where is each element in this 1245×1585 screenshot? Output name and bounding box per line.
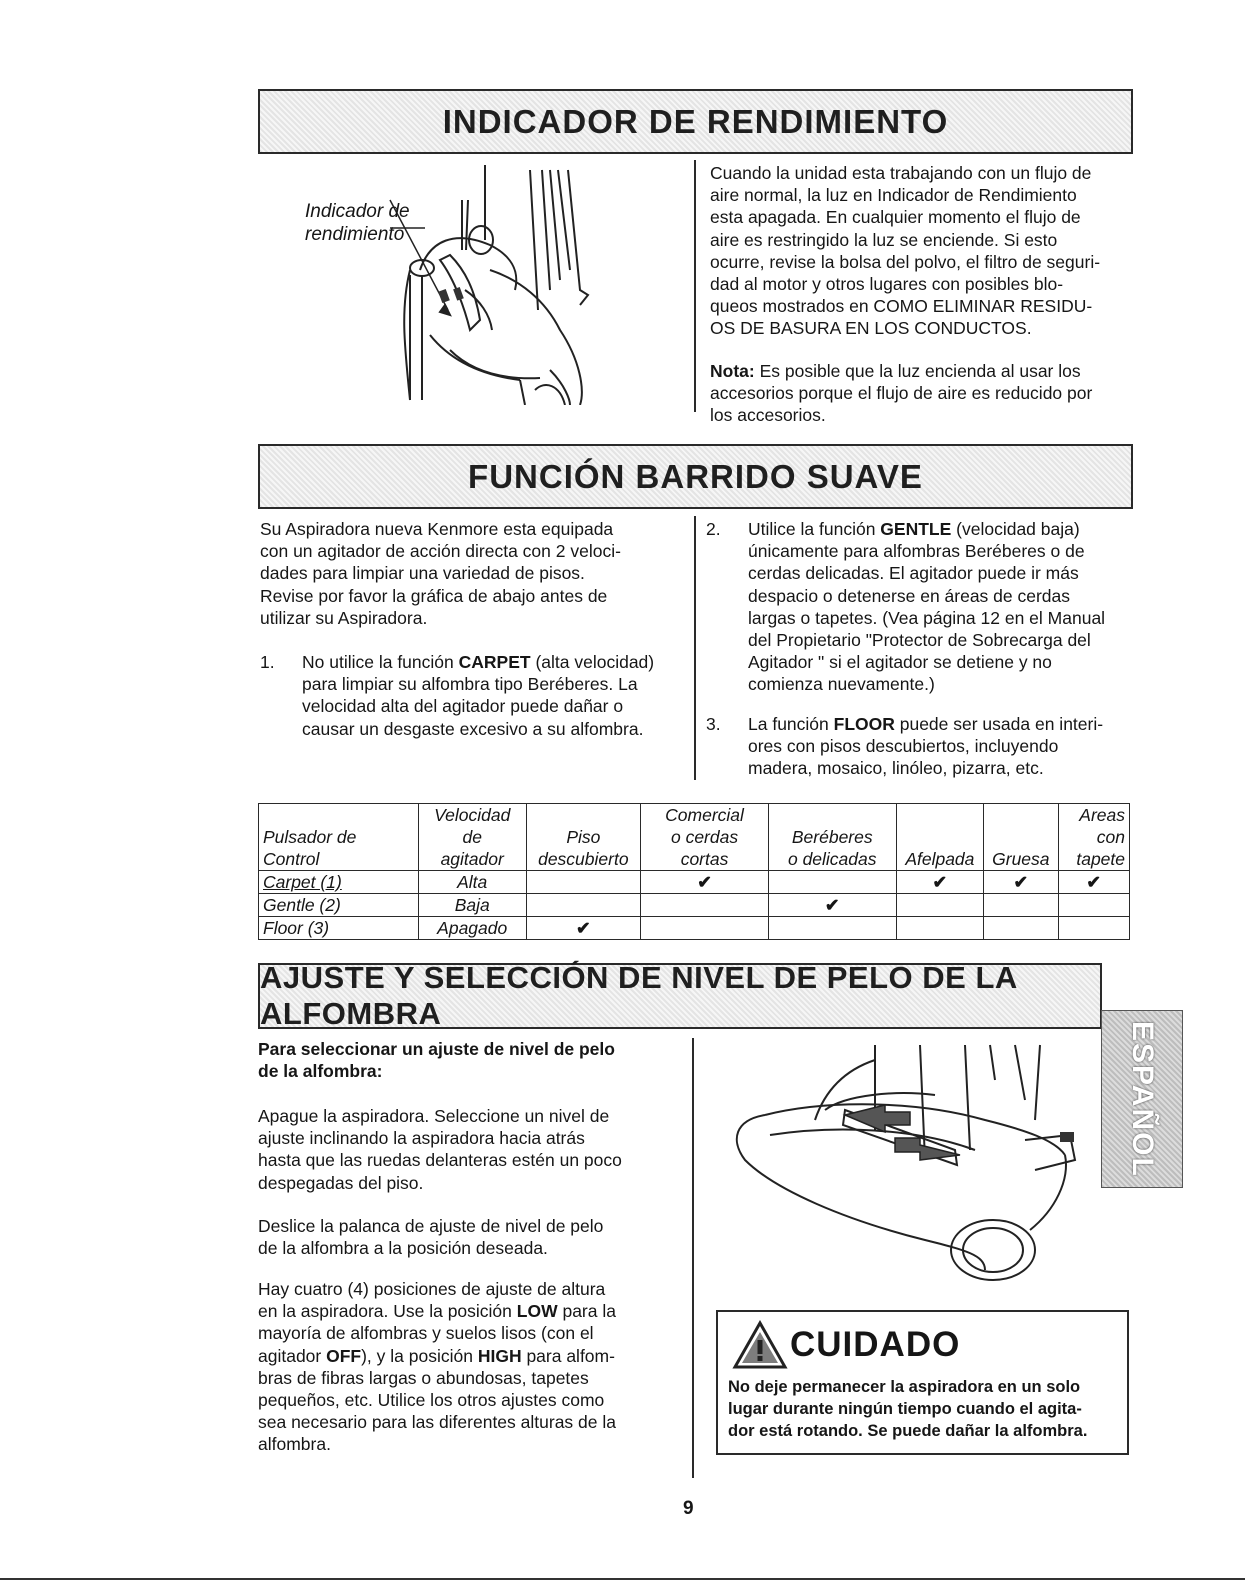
text-line: madera, mosaico, linóleo, pizarra, etc. — [748, 758, 1044, 779]
header-cell — [526, 804, 641, 871]
header-line: descubierto — [538, 849, 629, 869]
list-item-1 — [260, 651, 690, 741]
keyword: CARPET — [458, 652, 531, 672]
text-line: pequeños, etc. Utilice los otros ajustes como — [258, 1390, 605, 1411]
text-line: de la alfombra a la posición deseada. — [258, 1238, 548, 1259]
text-line: comienza nuevamente.) — [748, 674, 935, 695]
table-cell — [1058, 917, 1129, 940]
text-line: únicamente para alfombras Beréberes o de — [748, 541, 1085, 562]
keyword: FLOOR — [833, 714, 895, 734]
header-cell — [896, 804, 984, 871]
text-line: mayoría de alfombras y suelos lisos (con el — [258, 1323, 594, 1344]
header-cell — [641, 804, 769, 871]
caution-box — [716, 1310, 1129, 1455]
header-cell — [984, 804, 1058, 871]
table-row — [259, 894, 1130, 917]
text-line: No deje permanecer la aspiradora en un solo — [728, 1378, 1081, 1396]
header-cell — [1058, 804, 1129, 871]
header-line: o delicadas — [787, 849, 877, 869]
table-cell: Baja — [418, 894, 526, 917]
table-row — [259, 917, 1130, 940]
text-line: cerdas delicadas. El agitador puede ir más — [748, 563, 1079, 584]
table-cell: ✔ — [1058, 871, 1129, 894]
text-line: No utilice la función — [302, 652, 459, 672]
caution-header — [732, 1320, 960, 1370]
section-banner-funcion — [258, 444, 1133, 509]
text-line: del Propietario "Protector de Sobrecarga del — [748, 630, 1091, 651]
header-line: Velocidad — [434, 805, 511, 825]
text-line: largas o tapetes. (Vea página 12 en el Manual — [748, 607, 1106, 628]
keyword: OFF — [326, 1345, 362, 1366]
note-label: Nota: — [710, 361, 755, 381]
header-line: o cerdas — [670, 827, 739, 847]
text-line: Su Aspiradora nueva Kenmore esta equipada — [260, 519, 614, 539]
text-line: ores con pisos descubiertos, incluyendo — [748, 736, 1059, 757]
text-line: Cuando la unidad esta trabajando con un flujo de — [710, 163, 1092, 183]
table-cell: ✔ — [896, 871, 984, 894]
ajuste-subheading — [258, 1038, 688, 1082]
header-line: Afelpada — [905, 849, 975, 869]
keyword: LOW — [516, 1301, 558, 1322]
header-line: con — [1096, 827, 1125, 847]
section-title: FUNCIÓN BARRIDO SUAVE — [468, 457, 923, 495]
text-line: dades para limpiar una variedad de pisos. — [260, 563, 585, 584]
indicator-description — [710, 162, 1130, 340]
caution-text — [728, 1376, 1128, 1442]
side-tab-label: ESPAÑOL — [1126, 1020, 1159, 1178]
list-item-3 — [706, 713, 1136, 783]
caution-title: CUIDADO — [790, 1325, 961, 1364]
table-row — [259, 871, 1130, 894]
header-line: Control — [263, 849, 320, 869]
table-cell — [984, 894, 1058, 917]
header-line: cortas — [680, 849, 729, 869]
text-line: La función — [748, 714, 834, 734]
list-number: 2. — [706, 519, 721, 539]
table-cell: ✔ — [768, 894, 896, 917]
header-cell — [768, 804, 896, 871]
indicator-label — [305, 200, 410, 246]
text-line: dad al motor y otros lugares con posibles blo- — [710, 274, 1064, 295]
column-divider — [694, 516, 696, 780]
text-line: sea necesario para las diferentes alturas de la — [258, 1412, 616, 1433]
indicator-note — [710, 360, 1130, 427]
table-header-row — [259, 804, 1130, 871]
text-line: Hay cuatro (4) posiciones de ajuste de altura — [258, 1279, 606, 1299]
table-cell — [768, 871, 896, 894]
text-line: velocidad alta del agitador puede dañar o — [302, 696, 624, 717]
column-divider — [692, 1038, 694, 1478]
table-cell: ✔ — [984, 871, 1058, 894]
text-line: ajuste inclinando la aspiradora hacia atrás — [258, 1128, 585, 1149]
text-line: de la alfombra: — [258, 1061, 383, 1082]
text-line: lugar durante ningún tiempo cuando el agita- — [728, 1400, 1082, 1418]
indicator-label-line: rendimiento — [305, 224, 405, 245]
table-cell: ✔ — [641, 871, 769, 894]
text-line: Para seleccionar un ajuste de nivel de pelo — [258, 1039, 615, 1059]
text-line: (velocidad baja) — [951, 519, 1080, 539]
text-line: para alfom- — [521, 1345, 615, 1366]
text-line: puede ser usada en interi- — [894, 714, 1104, 734]
page-number: 9 — [683, 1498, 694, 1519]
ajuste-paragraph-1 — [258, 1105, 688, 1194]
text-line: queos mostrados en COMO ELIMINAR RESIDU- — [710, 296, 1093, 317]
table-cell: Alta — [418, 871, 526, 894]
text-line: Es posible que la luz encienda al usar los — [754, 361, 1081, 381]
list-number: 3. — [706, 714, 721, 734]
text-line: los accesorios. — [710, 405, 826, 426]
text-line: utilizar su Aspiradora. — [260, 607, 428, 628]
text-line: hasta que las ruedas delanteras estén un poco — [258, 1150, 622, 1171]
indicator-label-line: Indicador de — [305, 201, 410, 222]
text-line: causar un desgaste excesivo a su alfombra. — [302, 718, 644, 739]
funcion-intro — [260, 518, 690, 629]
vacuum-indicator-illustration — [280, 160, 610, 405]
text-line: Utilice la función — [748, 519, 881, 539]
text-line: OS DE BASURA EN LOS CONDUCTOS. — [710, 318, 1032, 339]
table-cell: Gentle (2) — [259, 894, 419, 917]
header-line: de — [462, 827, 482, 847]
text-line: esta apagada. En cualquier momento el flujo de — [710, 207, 1081, 228]
text-line: bras de fibras largas o abundosas, tapetes — [258, 1367, 589, 1388]
warning-triangle-icon — [732, 1320, 788, 1370]
table-cell — [641, 894, 769, 917]
text-line: despegadas del piso. — [258, 1172, 424, 1193]
text-line: Agitador " si el agitador se detiene y no — [748, 652, 1052, 673]
section-banner-indicador — [258, 89, 1133, 154]
table-cell — [641, 917, 769, 940]
table-cell — [896, 917, 984, 940]
header-line: Piso — [566, 827, 601, 847]
table-cell: Carpet (1) — [259, 871, 419, 894]
text-line: ), y la posición — [361, 1345, 478, 1366]
text-line: aire normal, la luz en Indicador de Rendimiento — [710, 185, 1077, 206]
text-line: accesorios porque el flujo de aire es reducido por — [710, 383, 1093, 404]
language-side-tab — [1101, 1010, 1183, 1188]
text-line: (alta velocidad) — [530, 652, 655, 672]
ajuste-paragraph-3 — [258, 1278, 688, 1456]
header-cell — [259, 804, 419, 871]
table-cell — [526, 871, 641, 894]
text-line: agitador — [258, 1345, 327, 1366]
header-line: Beréberes — [791, 827, 873, 847]
text-line: dor está rotando. Se puede dañar la alfombra. — [728, 1422, 1088, 1440]
section-title: AJUSTE Y SELECCIÓN DE NIVEL DE PELO DE LA ALFOMBRA — [260, 960, 1017, 1031]
text-line: con un agitador de acción directa con 2 veloci- — [260, 541, 621, 562]
bottom-rule — [0, 1578, 1245, 1580]
list-item-2 — [706, 518, 1136, 698]
section-banner-ajuste — [258, 960, 1102, 1031]
table-cell — [526, 894, 641, 917]
table-cell: Floor (3) — [259, 917, 419, 940]
text-line: para limpiar su alfombra tipo Beréberes. La — [302, 674, 638, 695]
control-speed-table — [258, 803, 1130, 940]
header-line: Comercial — [665, 805, 744, 825]
list-number: 1. — [260, 652, 275, 672]
table-cell — [768, 917, 896, 940]
text-line: despacio o detenerse en áreas de cerdas — [748, 585, 1071, 606]
text-line: en la aspiradora. Use la posición — [258, 1301, 517, 1322]
text-line: para la — [557, 1301, 616, 1322]
header-line: agitador — [440, 849, 504, 869]
text-line: aire es restringido la luz se enciende. Si esto — [710, 229, 1058, 250]
text-line: alfombra. — [258, 1434, 331, 1455]
text-line: Apague la aspiradora. Seleccione un nivel de — [258, 1106, 610, 1126]
header-cell — [418, 804, 526, 871]
header-line: tapete — [1076, 849, 1125, 869]
header-line: Pulsador de — [263, 827, 357, 847]
text-line: Revise por favor la gráfica de abajo antes de — [260, 585, 608, 606]
header-line: Areas — [1079, 805, 1125, 825]
text-line: ocurre, revise la bolsa del polvo, el filtro de seguri- — [710, 251, 1101, 272]
table-cell: ✔ — [526, 917, 641, 940]
table-cell — [984, 917, 1058, 940]
header-line: Gruesa — [992, 849, 1050, 869]
table-cell — [1058, 894, 1129, 917]
section-title: INDICADOR DE RENDIMIENTO — [442, 102, 949, 140]
keyword: GENTLE — [880, 519, 952, 539]
table-cell — [896, 894, 984, 917]
table-cell: Apagado — [418, 917, 526, 940]
vacuum-height-adjust-illustration — [725, 1040, 1095, 1290]
ajuste-paragraph-2 — [258, 1215, 688, 1259]
text-line: Deslice la palanca de ajuste de nivel de pelo — [258, 1216, 604, 1236]
keyword: HIGH — [477, 1345, 522, 1366]
column-divider — [694, 160, 696, 412]
